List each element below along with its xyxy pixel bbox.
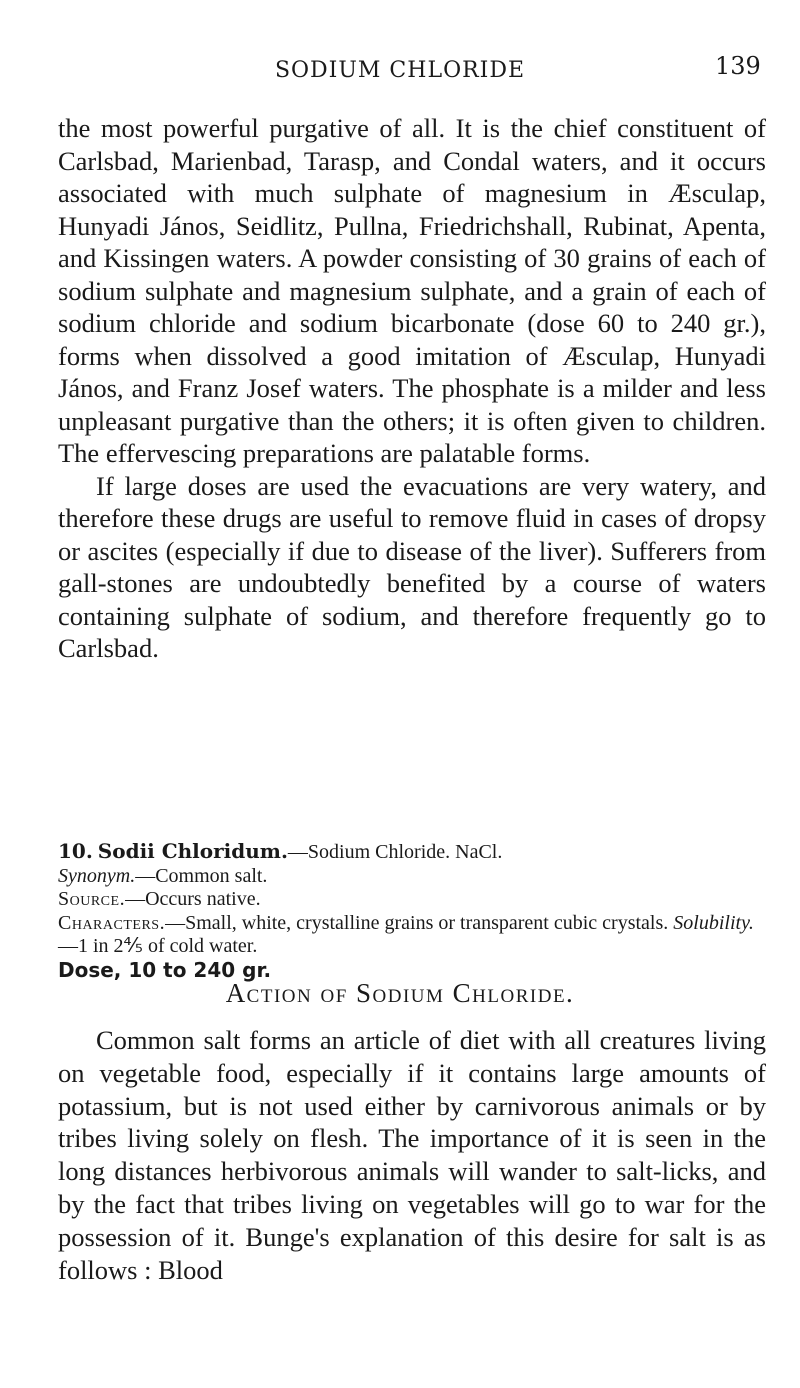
paragraph-common-salt: Common salt forms an article of diet with all creatures living on vegetable food, especially if it contains large amounts of potassium, but is not used either by carnivorous animals or by tribes living solely on flesh. The importance of it is seen in the long distances herbivorous animals will wander to salt-licks, and by the fact that tribes living on vegetables will go to war for the possession of it. Bunge's explanation of this desire for salt is as follows : Blood [58,1025,766,1285]
drug-characters [58,912,766,959]
bottom-body-text [58,1024,766,1286]
paragraph-large-doses: If large doses are used the evacuations are very watery, and therefore these drugs are useful to remove fluid in cases of dropsy or ascites (especially if due to disease of the liver). Sufferers from gall-stones are undoubtedly benefited by a course of waters containing sulphate of sodium, and therefore frequently go to Carlsbad. [58,470,766,663]
section-heading: Action of Sodium Chloride. [225,978,575,1008]
drug-synonym [58,865,766,889]
drug-number: 10. [58,839,93,863]
drug-latin-name: Sodii Chloridum. [97,839,288,863]
solubility-label: Solubility. [673,911,754,934]
characters-label: Characters. [58,911,166,934]
paragraph-purgative: the most powerful purgative of all. It is the chief constituent of Carlsbad, Marienbad, Tarasp, and Condal waters, and it occurs associated with much sulphate of magnesium in Æsculap, Hunyadi János, Seidlitz, Pullna, Friedrichshall, Rubinat, Apenta, and Kissingen waters. A powder consisting of 30 grains of each of sodium sulphate and magnesium sulphate, and a grain of each of sodium chloride and sodium bicarbonate (dose 60 to 240 gr.), forms when dissolved a good imitation of Æsculap, Hunyadi János, and Franz Josef waters. The phosphate is a milder and less unpleasant purgative than the others; it is often given to children. The effervescing preparations are palatable forms. [58,113,766,468]
synonym-text: —Common salt. [135,864,268,887]
source-label: Source. [58,888,126,910]
drug-heading [58,840,766,865]
source-text: —Occurs native. [125,888,261,910]
solubility-text: —1 in 2⅘ of cold water. [58,935,258,957]
drug-english-name: —Sodium Chloride. NaCl. [287,841,503,863]
dose-text: Dose, 10 to 240 gr. [58,957,272,982]
synonym-label: Synonym. [58,864,136,887]
drug-entry [58,840,766,983]
characters-text: —Small, white, crystalline grains or transparent cubic crystals. [165,911,669,934]
top-body-text [58,112,766,665]
page-number: 139 [715,52,761,80]
running-head: SODIUM CHLORIDE [274,58,526,83]
drug-source [58,888,766,912]
